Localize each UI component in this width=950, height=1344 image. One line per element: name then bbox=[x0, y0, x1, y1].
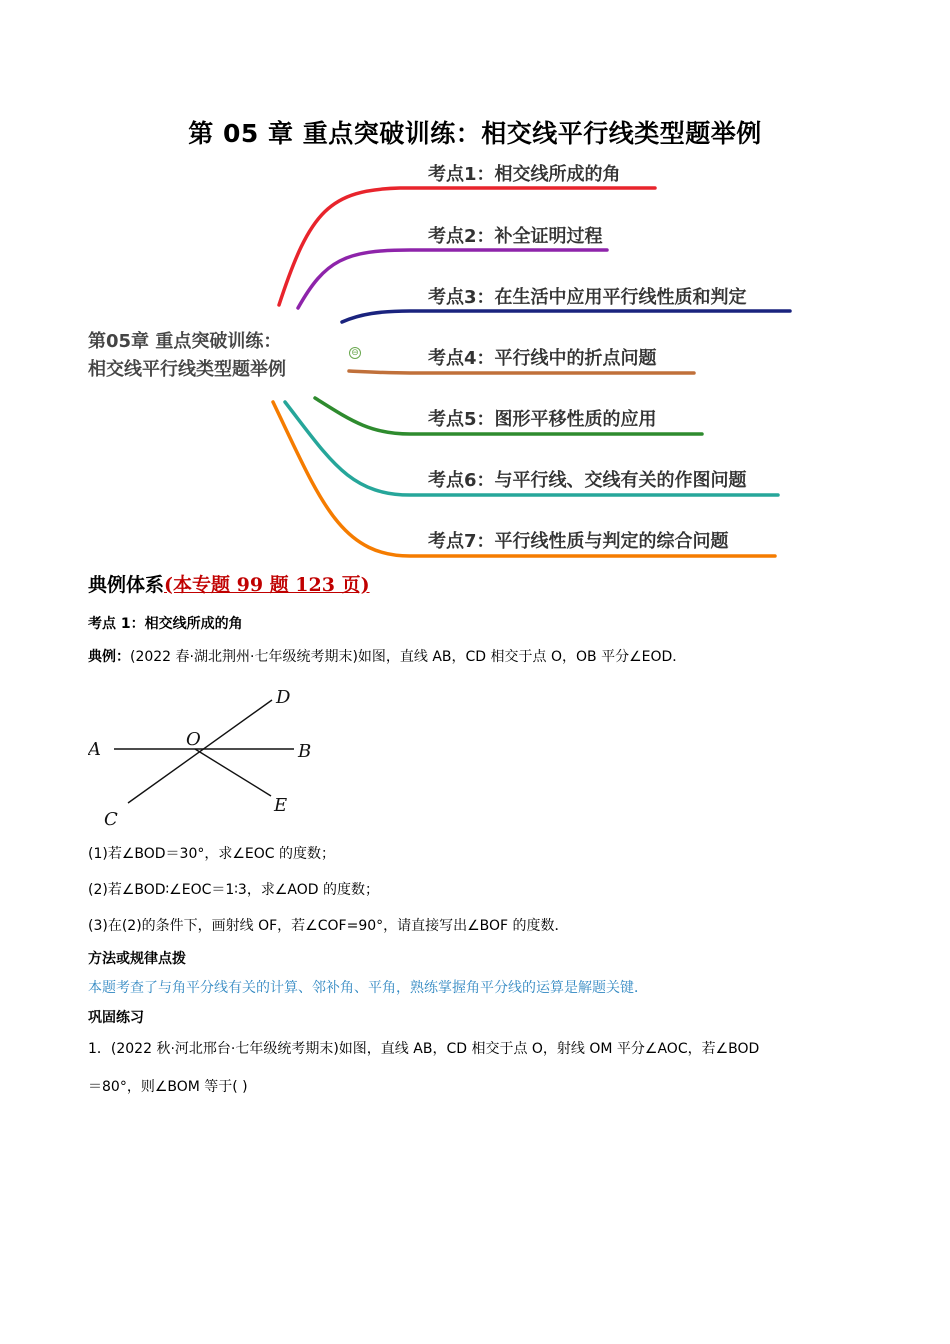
mindmap-root-line2: 相交线平行线类型题举例 bbox=[88, 359, 286, 380]
point-label-a: A bbox=[88, 739, 101, 760]
mindmap-topic-4: 考点4：平行线中的折点问题 bbox=[428, 348, 657, 369]
point-label-b: B bbox=[298, 741, 312, 762]
method-heading: 方法或规律点拨 bbox=[88, 951, 186, 967]
mindmap-topic-1: 考点1：相交线所成的角 bbox=[428, 164, 621, 185]
collapse-icon[interactable]: ⊖ bbox=[349, 347, 361, 359]
branch-3 bbox=[342, 311, 790, 322]
example-text: (2022 春·湖北荆州·七年级统考期末)如图，直线 AB，CD 相交于点 O，OB 平分∠EOD． bbox=[130, 649, 687, 665]
mindmap-topic-6: 考点6：与平行线、交线有关的作图问题 bbox=[428, 470, 747, 491]
ray-oe bbox=[195, 749, 271, 796]
point-label-d: D bbox=[276, 687, 291, 708]
mindmap-topic-5: 考点5：图形平移性质的应用 bbox=[428, 409, 657, 430]
mindmap-root bbox=[88, 328, 328, 384]
mindmap-topic-3: 考点3：在生活中应用平行线性质和判定 bbox=[428, 287, 747, 308]
mindmap-topic-7: 考点7：平行线性质与判定的综合问题 bbox=[428, 531, 729, 552]
kaodian-1-heading: 考点 1：相交线所成的角 bbox=[88, 616, 243, 632]
section-heading bbox=[88, 570, 370, 597]
question-1: (1)若∠BOD＝30°，求∠EOC 的度数； bbox=[88, 846, 335, 862]
point-label-e: E bbox=[274, 795, 288, 816]
question-3: (3)在(2)的条件下，画射线 OF，若∠COF=90°，请直接写出∠BOF 的度数． bbox=[88, 918, 569, 934]
example-line bbox=[88, 646, 686, 666]
mindmap-topic-2: 考点2：补全证明过程 bbox=[428, 226, 603, 247]
section-heading-count: (本专题 99 题 123 页) bbox=[164, 574, 370, 596]
mindmap-root-line1: 第05章 重点突破训练： bbox=[88, 331, 282, 352]
method-text: 本题考查了与角平分线有关的计算、邻补角、平角，熟练掌握角平分线的运算是解题关键． bbox=[88, 980, 648, 996]
practice-q1-line2: ＝80°，则∠BOM 等于( ) bbox=[88, 1079, 248, 1095]
example-label: 典例： bbox=[88, 649, 130, 665]
point-label-o: O bbox=[186, 729, 201, 750]
practice-q1-line1: 1．(2022 秋·河北邢台·七年级统考期末)如图，直线 AB，CD 相交于点 O，射线 OM 平分∠AOC，若∠BOD bbox=[88, 1041, 760, 1057]
branch-4 bbox=[349, 371, 694, 373]
point-label-c: C bbox=[104, 809, 118, 828]
geometry-figure bbox=[88, 683, 328, 828]
practice-heading: 巩固练习 bbox=[88, 1010, 144, 1026]
section-heading-text: 典例体系 bbox=[88, 574, 165, 596]
page-title: 第 05 章 重点突破训练：相交线平行线类型题举例 bbox=[188, 119, 762, 148]
question-2: (2)若∠BOD∶∠EOC＝1∶3，求∠AOD 的度数； bbox=[88, 882, 379, 898]
